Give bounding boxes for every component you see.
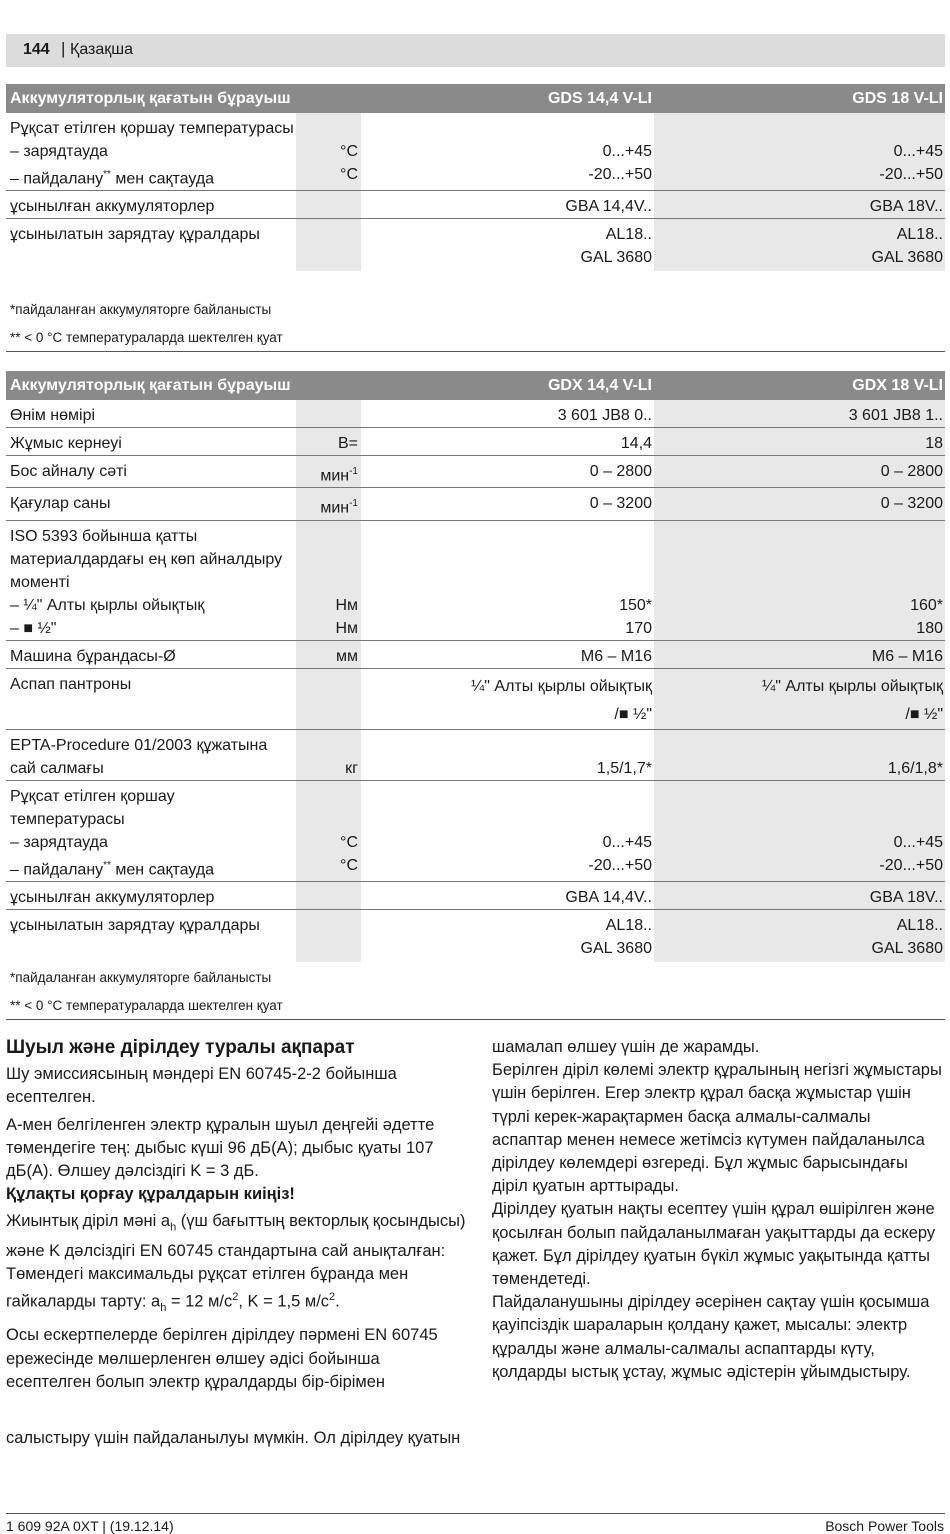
row-value: 14,4 [361, 428, 654, 456]
row-value: 0 – 2800 [654, 456, 945, 488]
paragraph: А-мен белгіленген электр құралын шуыл деңгейі әдетте төмендегіге тең: дыбыс күші 96 дБ(A); дыбыс қуаты 107 дБ(A). Өлшеу дәлсіздігі K = 3 дБ. [6, 1115, 435, 1181]
table-row [6, 881, 945, 909]
row-value: 1,6/1,8* [654, 729, 945, 780]
row-label: ұсынылатын зарядтау құралдары [10, 916, 260, 934]
page-language: Қазақша [70, 41, 134, 58]
divider [6, 1019, 945, 1020]
row-value: -20...+50 [654, 854, 945, 882]
row-label: ұсынылатын зарядтау құралдары [10, 226, 260, 244]
table-row [6, 163, 945, 191]
table-row [6, 617, 945, 641]
table-header-row [6, 84, 945, 113]
row-value: 0...+45 [654, 831, 945, 854]
model-header-1: GDX 14,4 V-LI [361, 371, 654, 400]
row-unit: Нм [296, 594, 361, 617]
footnote: ** < 0 °C температураларда шектелген қуат [10, 330, 283, 345]
row-unit: В= [296, 428, 361, 456]
table-row [6, 400, 945, 428]
row-label: ұсынылған аккумуляторлер [6, 191, 296, 219]
row-value: 0 – 3200 [654, 488, 945, 520]
paragraph: Берілген діріл көлемі электр құралының негізгі жұмыстары үшін берілген. Егер электр құрал басқа жұмыстар үшін түрлі керек-жарақтармен басқа алмалы-салмалы аспаптар менен немесе жетімсіз күтумен пайдаланылса дірілдеу көлемдері өзгереді. Бұл жұмыс барысындағы діріл қуатын арттырады. [492, 1061, 942, 1196]
table-row [6, 428, 945, 456]
row-label: – ¼" Алты қырлы ойықтық [10, 596, 205, 614]
row-value: GBA 18V.. [654, 191, 945, 219]
table-row [6, 909, 945, 962]
row-label: Аспап пантроны [6, 668, 296, 729]
row-value: 18 [654, 428, 945, 456]
paragraph: Дірілдеу қуатын нақты есептеу үшін құрал өшірілген және қосылған болып пайдаланылмаған уақыттарды да ескеру қажет. Бұл дірілдеу қуатын бүкіл жұмыс уақытында қатты төмендетеді. [492, 1200, 936, 1289]
divider [6, 351, 945, 352]
row-unit: мин$^{-1}$ [296, 456, 361, 488]
row-label: Бос айналу сәті [6, 456, 296, 488]
table-row [6, 219, 945, 272]
spec-table-gdx [6, 371, 945, 962]
footnote: *пайдаланған аккумуляторге байланысты [10, 302, 272, 317]
row-value: 0...+45 [602, 833, 652, 851]
row-value: AL18.. GAL 3680 [580, 226, 652, 267]
row-value: 0...+45 [602, 143, 652, 160]
table-title: Аккумуляторлық қағатын бұрауыш [6, 371, 361, 400]
row-value: ¼" Алты қырлы ойықтық /■ ½" [361, 668, 654, 729]
row-value: -20...+50 [361, 163, 654, 191]
row-value: M6 – M16 [654, 640, 945, 668]
row-label: Қағулар саны [6, 488, 296, 520]
row-value: AL18.. GAL 3680 [580, 916, 652, 957]
row-value: 150* [619, 596, 652, 614]
model-header-2: GDX 18 V-LI [654, 371, 945, 400]
row-label: Жұмыс кернеуі [6, 428, 296, 456]
paragraph: шамалап өлшеу үшін де жарамды. [492, 1038, 760, 1056]
table-row [6, 729, 945, 780]
table-row [6, 456, 945, 488]
row-label: Рұқсат етілген қоршау температурасы [10, 787, 175, 828]
header-separator: | [61, 39, 66, 58]
footnote: ** < 0 °C температураларда шектелген қуат [10, 998, 283, 1013]
table-row [6, 854, 945, 882]
table-row [6, 668, 945, 729]
table-row [6, 520, 945, 594]
row-value: 3 601 JB8 1.. [654, 400, 945, 428]
row-value: 0...+45 [654, 140, 945, 163]
paragraph: Пайдаланушыны дірілдеу әсерінен сақтау үшін қосымша қауіпсіздік шараларын қолдану қажет, мысалы: электр құралды және алмалы-салмалы аспаптарды күту, қолдарды ыстық ұстау, жұмыс әдістерін ұйымдыстыру. [492, 1293, 930, 1381]
brand-name: Bosch Power Tools [825, 1518, 944, 1534]
table-row [6, 140, 945, 163]
page-number: 144 [23, 41, 50, 58]
row-unit: кг [296, 729, 361, 780]
row-label: EPTA-Procedure 01/2003 құжатына сай салмағы [6, 729, 296, 780]
row-value: GBA 14,4V.. [361, 881, 654, 909]
model-header-2: GDS 18 V-LI [654, 84, 945, 113]
row-unit: °C [296, 140, 361, 163]
paragraph: салыстыру үшін пайдаланылуы мүмкін. Ол дірілдеу қуатын [6, 1428, 461, 1447]
table-row [6, 113, 945, 140]
table-header-row [6, 371, 945, 400]
table-title: Аккумуляторлық қағатын бұрауыш [6, 84, 361, 113]
row-value: 170 [361, 617, 654, 641]
row-unit: Нм [296, 617, 361, 641]
row-label: Рұқсат етілген қоршау температурасы [10, 120, 294, 137]
row-label: – пайдалану** мен сақтауда [6, 854, 296, 882]
row-label: Машина бұрандасы-Ø [6, 640, 296, 668]
row-value: M6 – M16 [361, 640, 654, 668]
row-label: ISO 5393 бойынша қатты материалдардағы ең көп айналдыру моменті [10, 527, 283, 591]
row-value: 180 [654, 617, 945, 641]
row-value: GBA 14,4V.. [361, 191, 654, 219]
table-row [6, 594, 945, 617]
row-value: 1,5/1,7* [361, 729, 654, 780]
row-value: GBA 18V.. [654, 881, 945, 909]
model-header-1: GDS 14,4 V-LI [361, 84, 654, 113]
row-value: -20...+50 [361, 854, 654, 882]
row-value: 3 601 JB8 0.. [361, 400, 654, 428]
row-label: – ■ ½" [6, 617, 296, 641]
row-value: AL18.. GAL 3680 [654, 909, 945, 962]
row-unit: °C [296, 854, 361, 882]
noise-info-left-column [6, 1036, 466, 1450]
row-label: – зарядтауда [10, 143, 108, 160]
spec-table-gds [6, 84, 945, 271]
row-label: – пайдалану** мен сақтауда [6, 163, 296, 191]
row-label: Өнім нөмірі [6, 400, 296, 428]
row-value: AL18.. GAL 3680 [654, 219, 945, 272]
row-label: ұсынылған аккумуляторлер [6, 881, 296, 909]
row-unit: °C [296, 163, 361, 191]
paragraph: Шу эмиссиясының мәндері EN 60745-2-2 бойынша есептелген. [6, 1065, 397, 1107]
row-unit: мин$^{-1}$ [296, 488, 361, 520]
section-heading: Шуыл және дірілдеу туралы ақпарат [6, 1037, 355, 1058]
table-row [6, 191, 945, 219]
warning-text: Құлақты қорғау құралдарын киіңіз! [6, 1185, 295, 1204]
table-row [6, 488, 945, 520]
table-row [6, 780, 945, 831]
row-value: -20...+50 [654, 163, 945, 191]
page-header [6, 34, 945, 67]
paragraph: Жиынтық діріл мәні $a_h$ (үш бағыттың векторлық қосындысы) және K дәлсіздігі EN 60745 стандартына сай анықталған: [6, 1212, 466, 1260]
footnote: *пайдаланған аккумуляторге байланысты [10, 970, 272, 985]
row-label: – зарядтауда [10, 833, 108, 851]
footer-divider [6, 1513, 945, 1514]
paragraph: Осы ескертпелерде берілген дірілдеу пәрмені EN 60745 ережесінде мөлшерленген өлшеу әдісі бойынша есептелген болып электр құралдарды бір-бірімен [6, 1326, 438, 1391]
table-row [6, 831, 945, 854]
noise-info-right-column [492, 1036, 944, 1384]
paragraph: Төмендегі максимальды рұқсат етілген бұранда мен гайкаларды тарту: $a_h = 12$ $м/с^2$, K = 1,5 $м/с^2$. [6, 1265, 409, 1315]
row-value: 0 – 3200 [361, 488, 654, 520]
table-row [6, 640, 945, 668]
row-value: 0 – 2800 [361, 456, 654, 488]
row-value: 160* [654, 594, 945, 617]
row-unit: мм [296, 640, 361, 668]
row-unit: °C [296, 831, 361, 854]
document-code: 1 609 92A 0XT | (19.12.14) [6, 1518, 174, 1534]
row-value: ¼" Алты қырлы ойықтық /■ ½" [654, 668, 945, 729]
